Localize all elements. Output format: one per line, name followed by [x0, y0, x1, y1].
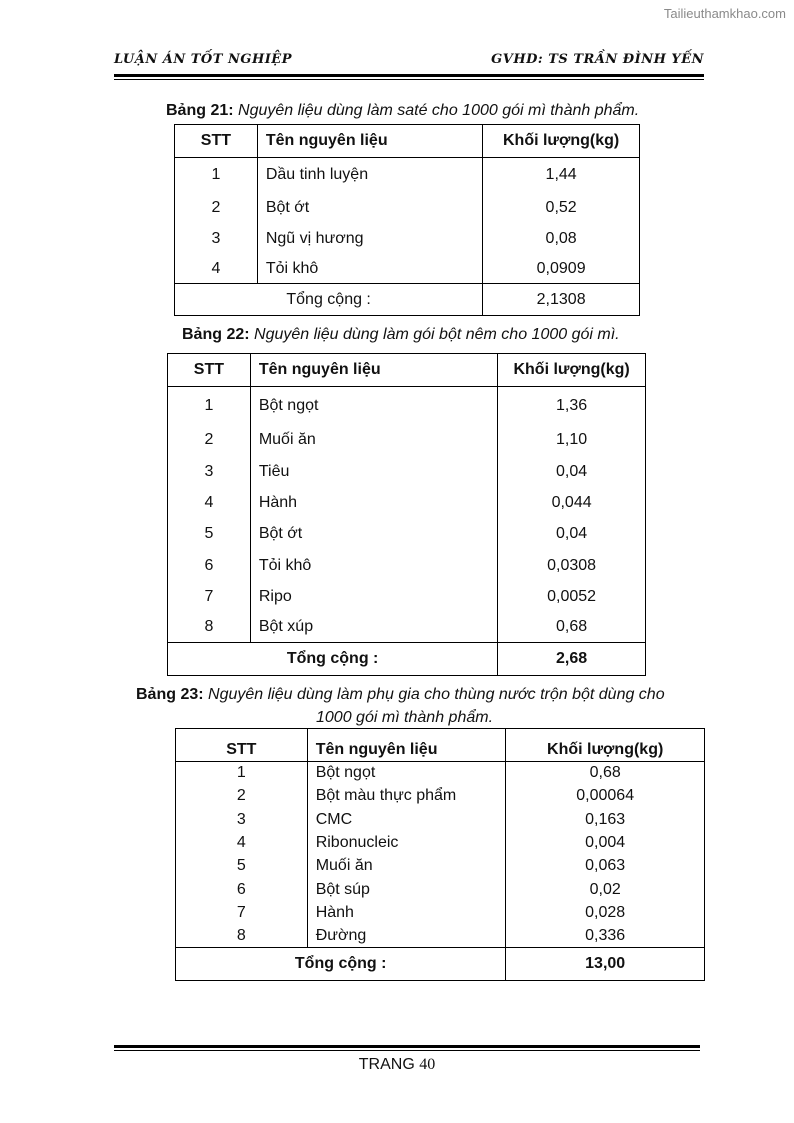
row-stt: 2: [175, 193, 258, 224]
row-name: Bột xúp: [250, 613, 497, 643]
table-header-stt: STT: [175, 125, 258, 158]
row-mass: 0,52: [483, 193, 640, 224]
row-stt: 7: [176, 902, 308, 925]
table-header-name: Tên nguyên liệu: [307, 729, 506, 762]
table-row: [168, 456, 646, 488]
row-stt: 6: [168, 550, 251, 582]
row-stt: 8: [168, 613, 251, 643]
table-total-row: [168, 643, 646, 676]
table-row: [168, 488, 646, 519]
table-23: [175, 728, 705, 981]
row-stt: 3: [176, 808, 308, 832]
table-22: [167, 353, 646, 676]
total-label: Tổng cộng :: [175, 284, 483, 316]
row-stt: 3: [175, 224, 258, 255]
table-21-caption-text: Nguyên liệu dùng làm saté cho 1000 gói mì thành phẩm.: [238, 102, 640, 119]
table-row: [168, 425, 646, 456]
total-value: 13,00: [506, 948, 705, 981]
total-label: Tổng cộng :: [176, 948, 506, 981]
table-row: [168, 613, 646, 643]
row-mass: 0,0909: [483, 255, 640, 284]
row-stt: 4: [168, 488, 251, 519]
row-mass: 0,044: [498, 488, 646, 519]
table-23-caption-text: Nguyên liệu dùng làm phụ gia cho thùng nước trộn bột dùng cho: [208, 686, 665, 703]
table-row: [176, 855, 705, 878]
row-name: Ripo: [250, 582, 497, 613]
table-header-stt: STT: [176, 729, 308, 762]
row-mass: 0,68: [498, 613, 646, 643]
table-total-row: [175, 284, 640, 316]
row-stt: 1: [176, 762, 308, 785]
row-mass: 1,10: [498, 425, 646, 456]
row-mass: 0,04: [498, 456, 646, 488]
row-name: Bột ngọt: [250, 387, 497, 425]
row-stt: 5: [168, 519, 251, 550]
table-header-stt: STT: [168, 354, 251, 387]
row-name: Tỏi khô: [250, 550, 497, 582]
row-name: Tỏi khô: [257, 255, 482, 284]
header-rule-thin: [114, 79, 704, 80]
row-stt: 5: [176, 855, 308, 878]
header-rule: [114, 74, 704, 77]
table-row: [175, 193, 640, 224]
row-name: Muối ăn: [307, 855, 506, 878]
row-name: Ngũ vị hương: [257, 224, 482, 255]
table-row: [175, 224, 640, 255]
row-stt: 2: [168, 425, 251, 456]
row-stt: 7: [168, 582, 251, 613]
row-mass: 0,336: [506, 925, 705, 948]
row-name: Bột ngọt: [307, 762, 506, 785]
header-supervisor: GVHD: TS TRẦN ĐÌNH YẾN: [491, 52, 704, 67]
total-value: 2,1308: [483, 284, 640, 316]
table-header-name: Tên nguyên liệu: [257, 125, 482, 158]
row-name: Bột ớt: [257, 193, 482, 224]
table-row: [175, 255, 640, 284]
row-stt: 6: [176, 878, 308, 902]
row-mass: 0,02: [506, 878, 705, 902]
row-mass: 0,163: [506, 808, 705, 832]
row-mass: 1,36: [498, 387, 646, 425]
footer-rule: [114, 1045, 700, 1048]
table-21-label: Bảng 21:: [166, 102, 234, 119]
table-row: [168, 582, 646, 613]
row-name: Bột súp: [307, 878, 506, 902]
row-stt: 4: [176, 832, 308, 855]
row-mass: 0,00064: [506, 785, 705, 808]
table-23-caption-text-2: 1000 gói mì thành phẩm.: [316, 709, 494, 726]
row-mass: 0,0052: [498, 582, 646, 613]
row-name: Đường: [307, 925, 506, 948]
page-value: 40: [419, 1056, 436, 1073]
row-name: CMC: [307, 808, 506, 832]
table-row: [176, 785, 705, 808]
row-mass: 0,028: [506, 902, 705, 925]
row-name: Bột ớt: [250, 519, 497, 550]
row-mass: 0,004: [506, 832, 705, 855]
table-row: [176, 925, 705, 948]
row-stt: 1: [168, 387, 251, 425]
header-title: LUẬN ÁN TỐT NGHIỆP: [114, 52, 292, 67]
row-name: Bột màu thực phẩm: [307, 785, 506, 808]
table-22-label: Bảng 22:: [182, 326, 250, 343]
total-label: Tổng cộng :: [168, 643, 498, 676]
row-stt: 8: [176, 925, 308, 948]
table-row: [168, 387, 646, 425]
row-mass: 0,0308: [498, 550, 646, 582]
row-stt: 1: [175, 158, 258, 193]
table-header-mass: Khối lượng(kg): [498, 354, 646, 387]
table-row: [168, 519, 646, 550]
table-row: [176, 902, 705, 925]
row-name: Hành: [307, 902, 506, 925]
row-name: Dầu tinh luyện: [257, 158, 482, 193]
table-21-caption: [166, 102, 639, 120]
row-name: Tiêu: [250, 456, 497, 488]
row-mass: 1,44: [483, 158, 640, 193]
row-stt: 3: [168, 456, 251, 488]
table-row: [168, 550, 646, 582]
row-mass: 0,68: [506, 762, 705, 785]
table-21: [174, 124, 640, 316]
footer-rule-thin: [114, 1050, 700, 1051]
row-mass: 0,04: [498, 519, 646, 550]
table-row: [176, 832, 705, 855]
page-label: TRANG: [358, 1056, 415, 1073]
row-name: Hành: [250, 488, 497, 519]
table-row: [176, 762, 705, 785]
row-mass: 0,08: [483, 224, 640, 255]
watermark: Tailieuthamkhao.com: [663, 6, 786, 21]
page-number: [0, 1056, 794, 1074]
table-header-mass: Khối lượng(kg): [506, 729, 705, 762]
table-23-caption: [136, 686, 665, 704]
page-header: [114, 52, 704, 72]
row-name: Muối ăn: [250, 425, 497, 456]
table-total-row: [176, 948, 705, 981]
table-row: [176, 878, 705, 902]
total-value: 2,68: [498, 643, 646, 676]
table-header-name: Tên nguyên liệu: [250, 354, 497, 387]
table-header-mass: Khối lượng(kg): [483, 125, 640, 158]
table-23-label: Bảng 23:: [136, 686, 204, 703]
table-row: [176, 808, 705, 832]
row-mass: 0,063: [506, 855, 705, 878]
row-stt: 4: [175, 255, 258, 284]
table-22-caption-text: Nguyên liệu dùng làm gói bột nêm cho 1000 gói mì.: [254, 326, 620, 343]
row-name: Ribonucleic: [307, 832, 506, 855]
row-stt: 2: [176, 785, 308, 808]
table-22-caption: [182, 326, 620, 344]
table-row: [175, 158, 640, 193]
table-23-caption-line2: [316, 709, 493, 727]
